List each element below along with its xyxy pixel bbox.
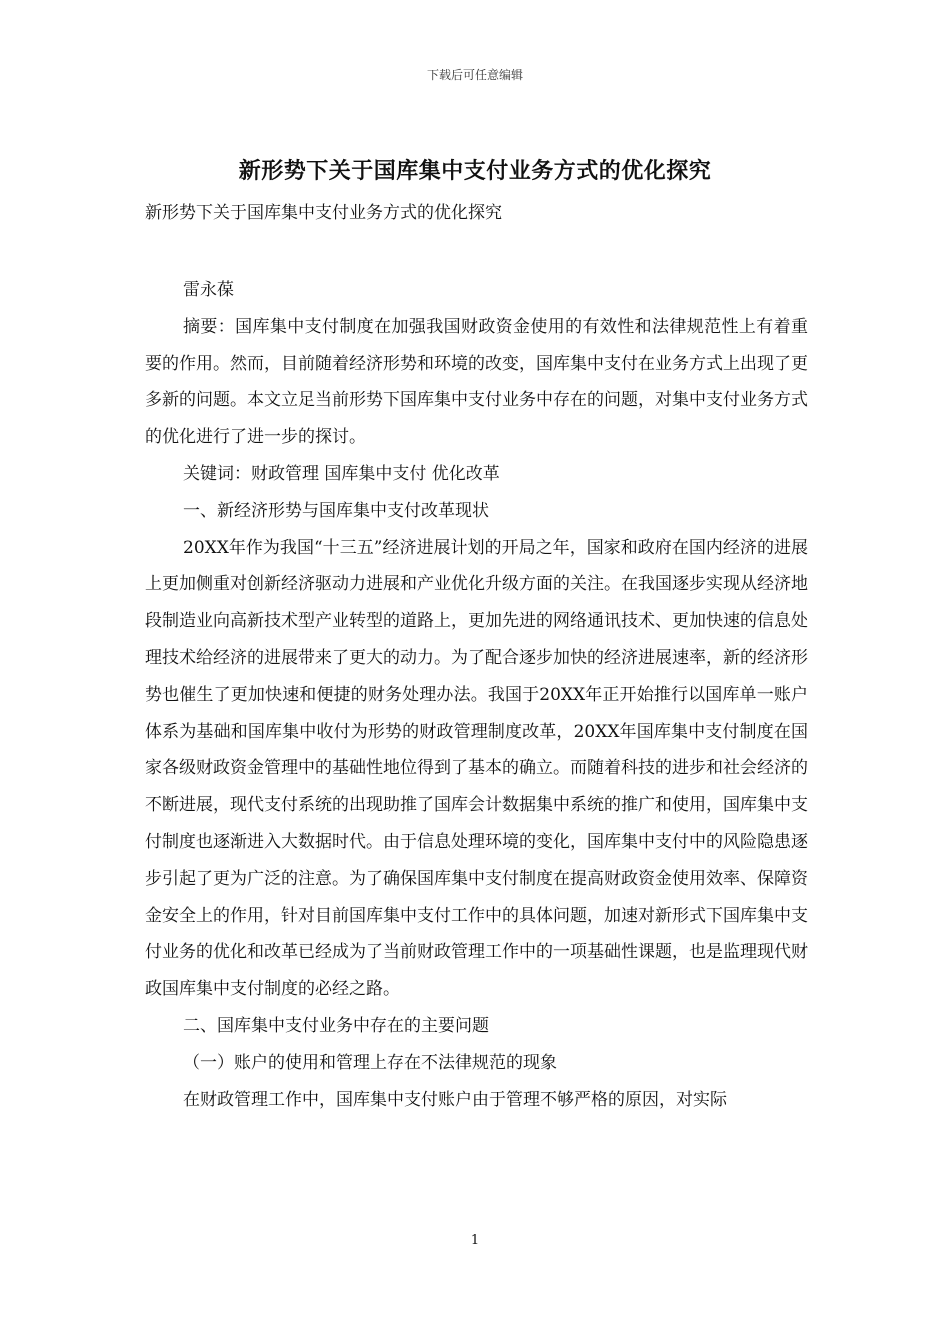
section-heading-1: 一、新经济形势与国库集中支付改革现状: [183, 500, 489, 521]
document-title: 新形势下关于国库集中支付业务方式的优化探究: [238, 159, 712, 184]
section-1-paragraph: 20XX年作为我国“十三五”经济进展计划的开局之年，国家和政府在国内经济的进展上更加侧重对创新经济驱动力进展和产业优化升级方面的关注。在我国逐步实现从经济地段制造业向高新技术型产业转型的道路上，更加先进的网络通讯技术、更加快速的信息处理技术给经济的进展带来了更大的动力。为了配合逐步加快的经济进展速率，新的经济形势也催生了更加快速和便捷的财务处理办法。我国于20XX年正开始推行以国库单一账户体系为基础和国库集中收付为形势的财政管理制度改革，20XX年国库集中支付制度在国家各级财政资金管理中的基础性地位得到了基本的确立。而随着科技的进步和社会经济的不断进展，现代支付系统的出现助推了国库会计数据集中系统的推广和使用，国库集中支付制度也逐渐进入大数据时代。由于信息处理环境的变化，国库集中支付中的风险隐患逐步引起了更为广泛的注意。为了确保国库集中支付制度在提高财政资金使用效率、保障资金安全上的作用，针对目前国库集中支付工作中的具体问题，加速对新形式下国库集中支付业务的优化和改革已经成为了当前财政管理工作中的一项基础性课题，也是监理现代财政国库集中支付制度的必经之路。: [145, 537, 808, 1000]
document-body: [145, 272, 808, 1118]
abstract-paragraph: 摘要：国库集中支付制度在加强我国财政资金使用的有效性和法律规范性上有着重要的作用。然而，目前随着经济形势和环境的改变，国库集中支付在业务方式上出现了更多新的问题。本文立足当前形势下国库集中支付业务中存在的问题，对集中支付业务方式的优化进行了进一步的探讨。: [145, 316, 808, 448]
page-number: 1: [470, 1233, 480, 1248]
document-subtitle: 新形势下关于国库集中支付业务方式的优化探究: [145, 203, 502, 223]
section-heading-2: 二、国库集中支付业务中存在的主要问题: [183, 1015, 489, 1036]
keywords-line: 关键词：财政管理 国库集中支付 优化改革: [183, 463, 500, 484]
page-header: 下载后可任意编辑: [426, 68, 523, 82]
author-name: 雷永葆: [183, 280, 234, 300]
subsection-2-1-paragraph: 在财政管理工作中，国库集中支付账户由于管理不够严格的原因，对实际: [183, 1089, 727, 1110]
subsection-heading-2-1: （一）账户的使用和管理上存在不法律规范的现象: [183, 1052, 557, 1073]
